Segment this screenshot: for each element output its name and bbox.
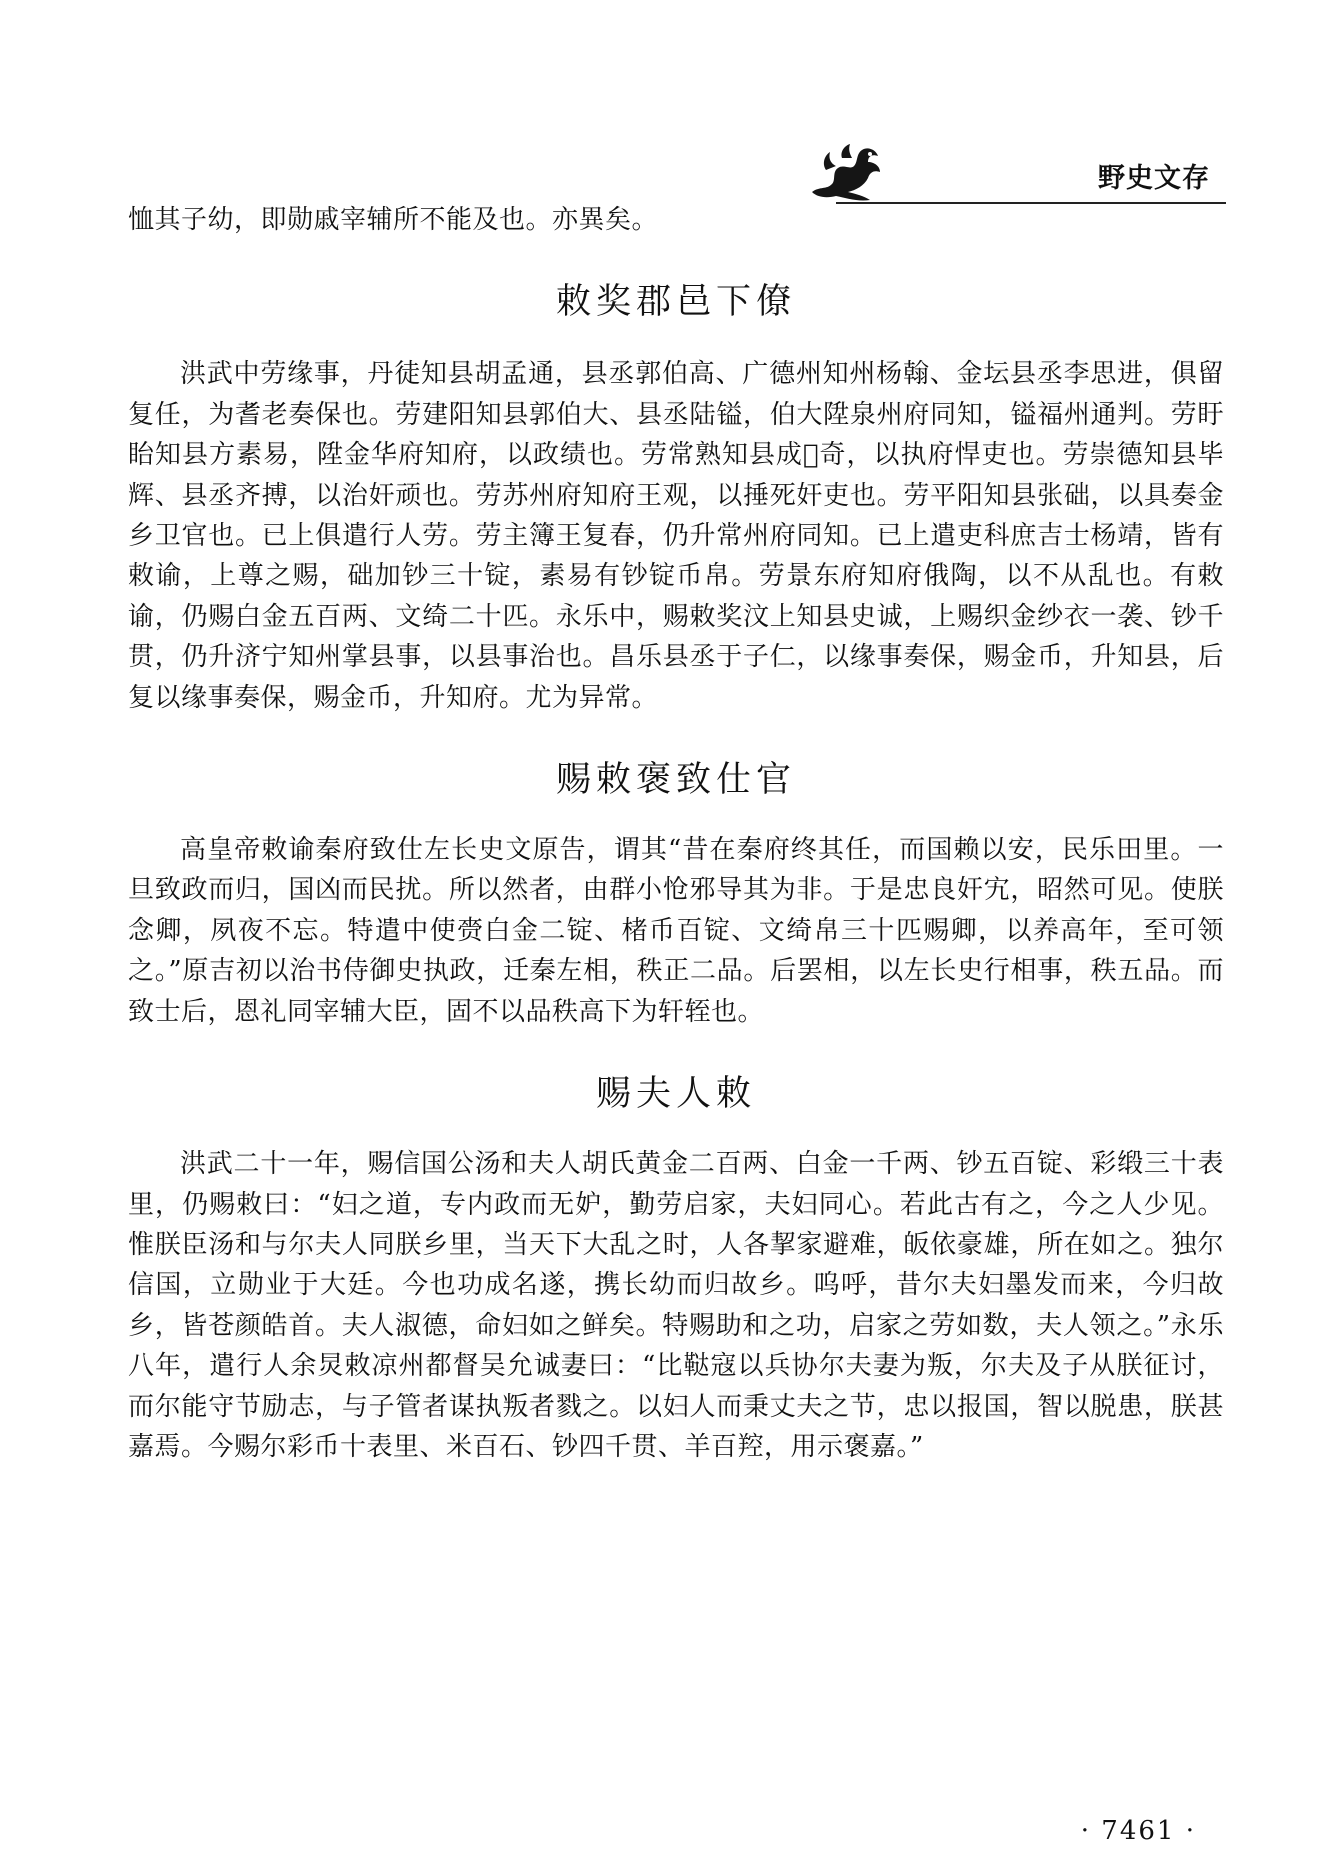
page-number: · 7461 · (1080, 1816, 1196, 1846)
section-title-2: 赐敕褒致仕官 (555, 760, 796, 801)
page-content (128, 200, 1224, 1467)
dragon-logo-icon (806, 140, 888, 204)
section-title-3: 赐夫人敕 (595, 1074, 756, 1115)
continuation-paragraph: 恤其子幼，即勋戚宰辅所不能及也。亦異矣。 (128, 205, 659, 235)
header-title: 野史文存 (1098, 163, 1210, 194)
section-body-3: 洪武二十一年，赐信国公汤和夫人胡氏黄金二百两、白金一千两、钞五百锭、彩缎三十表里，仍赐敕曰：“妇之道，专内政而无妒，勤劳启家，夫妇同心。若此古有之，今之人少见。惟朕臣汤和与尔夫人同朕乡里，当天下大乱之时，人各挈家避难，皈依豪雄，所在如之。独尔信国，立勋业于大廷。今也功成名遂，携长幼而归故乡。呜呼，昔尔夫妇墨发而来，今归故乡，皆苍颜皓首。夫人淑德，命妇如之鲜矣。特赐助和之功，启家之劳如数，夫人领之。”永乐八年，遣行人余炅敕凉州都督吴允诚妻曰：“比鞑寇以兵协尔夫妻为叛，尔夫及子从朕征讨，而尔能守节励志，与子管者谋执叛者戮之。以妇人而秉丈夫之节，忠以报国，智以脱患，朕甚嘉焉。今赐尔彩币十表里、米百石、钞四千贯、羊百羫，用示褒嘉。” (128, 1149, 1224, 1462)
running-header (806, 130, 1226, 210)
section-body-2: 高皇帝敕谕秦府致仕左长史文原告，谓其“昔在秦府终其任，而国赖以安，民乐田里。一旦致政而归，国凶而民扰。所以然者，由群小怆邪导其为非。于是忠良奸宄，昭然可见。使朕念卿，夙夜不忘。特遣中使赍白金二锭、楮币百锭、文绮帛三十匹赐卿，以养高年，至可领之。”原吉初以治书侍御史执政，迁秦左相，秩正二品。后罢相，以左长史行相事，秩五品。而致士后，恩礼同宰辅大臣，固不以品秩高下为轩轾也。 (128, 835, 1224, 1027)
section-body-1: 洪武中劳缘事，丹徒知县胡孟通，县丞郭伯高、广德州知州杨翰、金坛县丞李思进，俱留复任，为耆老奏保也。劳建阳知县郭伯大、县丞陆镒，伯大陞泉州府同知，镒福州通判。劳盱眙知县方素易，陞金华府知府，以政绩也。劳常熟知县成𧅴奇，以执府悍吏也。劳崇德知县毕辉、县丞齐搏，以治奸顽也。劳苏州府知府王观，以捶死奸吏也。劳平阳知县张础，以具奏金乡卫官也。已上俱遣行人劳。劳主簿王复春，仍升常州府同知。已上遣吏科庶吉士杨靖，皆有敕谕，上尊之赐，础加钞三十锭，素易有钞锭币帛。劳景东府知府俄陶，以不从乱也。有敕谕，仍赐白金五百两、文绮二十匹。永乐中，赐敕奖汶上知县史诚，上赐织金纱衣一袭、钞千贯，仍升济宁知州掌县事，以县事治也。昌乐县丞于子仁，以缘事奏保，赐金币，升知县，后复以缘事奏保，赐金币，升知府。尤为异常。 (128, 359, 1224, 713)
section-title-1: 敕奖郡邑下僚 (555, 282, 796, 323)
